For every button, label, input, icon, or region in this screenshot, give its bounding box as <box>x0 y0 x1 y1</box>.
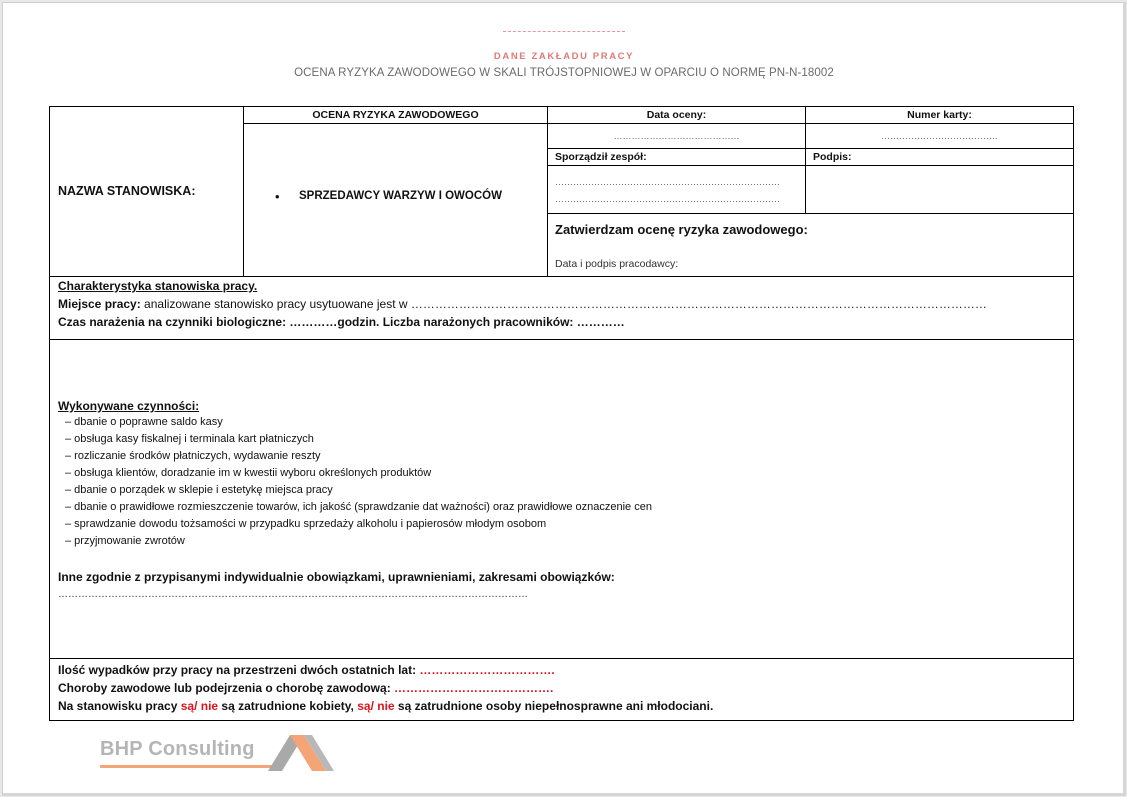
approval-title: Zatwierdzam ocenę ryzyka zawodowego: <box>555 222 808 237</box>
team-label: Sporządził zespół: <box>555 151 647 163</box>
roof-logo-icon <box>268 733 343 773</box>
team-field-line-2[interactable]: ………………………………………………………………… <box>555 194 780 204</box>
workplace-label: Miejsce pracy: <box>58 297 141 311</box>
accidents-label: Ilość wypadków przy pracy na przestrzeni dwóch ostatnich lat: <box>58 663 420 677</box>
logo-text: BHP Consulting <box>100 738 255 760</box>
team-field-line-1[interactable]: ………………………………………………………………… <box>555 177 780 187</box>
other-duties-field[interactable]: …………………………………………………………………………………………………………………………… <box>58 589 528 600</box>
employment-text-2: są zatrudnione kobiety, <box>218 699 358 713</box>
placeholder-dotted-line <box>503 31 625 32</box>
activity-item: – obsługa kasy fiskalnej i terminala kart płatniczych <box>65 433 314 445</box>
assessment-date-field[interactable]: …………………………………… <box>613 131 740 141</box>
workplace-line <box>58 297 987 311</box>
activity-item: – sprawdzanie dowodu tożsamości w przypadku sprzedaży alkoholu i papierosów młodym osobom <box>65 518 547 530</box>
activity-item: – obsługa klientów, doradzanie im w kwestii wyboru określonych produktów <box>65 467 432 479</box>
diseases-label: Choroby zawodowe lub podejrzenia o chorobę zawodową: <box>58 681 395 695</box>
activity-item: – dbanie o prawidłowe rozmieszczenie towarów, ich jakość (sprawdzanie dat ważności) oraz prawidłowe oznaczenie cen <box>65 501 652 513</box>
diseases-field[interactable]: …………………………………. <box>394 681 554 695</box>
exposure-line[interactable]: Czas narażenia na czynniki biologiczne: …………godzin. Liczba narażonych pracowników: ………… <box>58 315 625 329</box>
activity-item: – dbanie o porządek w sklepie i estetykę miejsca pracy <box>65 484 333 496</box>
employer-signature-label: Data i podpis pracodawcy: <box>555 258 679 270</box>
disabled-choice[interactable]: są/ nie <box>357 699 395 713</box>
assessment-header: OCENA RYZYKA ZAWODOWEGO <box>312 109 479 121</box>
bullet-icon: • <box>275 189 280 204</box>
document-page <box>2 2 1126 796</box>
other-duties-title: Inne zgodnie z przypisanymi indywidualnie obowiązkami, uprawnieniami, zakresami obowiązków: <box>58 570 615 584</box>
activity-item: – rozliczanie środków płatniczych, wydawanie reszty <box>65 450 321 462</box>
activity-item: – przyjmowanie zwrotów <box>65 535 185 547</box>
accidents-field[interactable]: ……………………………. <box>419 663 555 677</box>
assessment-date-label: Data oceny: <box>646 109 707 121</box>
employment-text-3: są zatrudnione osoby niepełnosprawne ani młodociani. <box>394 699 714 713</box>
position-name-value[interactable]: SPRZEDAWCY WARZYW I OWOCÓW <box>299 190 502 202</box>
employment-text-1: Na stanowisku pracy <box>58 699 181 713</box>
employment-line <box>58 699 713 713</box>
workplace-text[interactable]: analizowane stanowisko pracy usytuowane jest w ……………………………………………………………………………………………………………………………… <box>140 297 987 311</box>
card-number-field[interactable]: ………………………………… <box>881 131 998 141</box>
activity-item: – dbanie o poprawne saldo kasy <box>65 416 223 428</box>
company-data-label: DANE ZAKŁADU PRACY <box>493 51 635 62</box>
diseases-line <box>58 681 553 695</box>
women-choice[interactable]: są/ nie <box>180 699 219 713</box>
activities-list <box>65 414 652 550</box>
characteristics-title: Charakterystyka stanowiska pracy. <box>58 279 258 293</box>
accidents-line <box>58 663 555 677</box>
document-subtitle: OCENA RYZYKA ZAWODOWEGO W SKALI TRÓJSTOPNIOWEJ W OPARCIU O NORMĘ PN-N-18002 <box>294 67 834 79</box>
card-number-label: Numer karty: <box>907 109 972 121</box>
position-name-label: NAZWA STANOWISKA: <box>58 184 196 198</box>
signature-field[interactable] <box>806 166 1073 213</box>
signature-label: Podpis: <box>813 151 852 163</box>
activities-title: Wykonywane czynności: <box>58 399 200 413</box>
logo-underline <box>100 765 280 768</box>
